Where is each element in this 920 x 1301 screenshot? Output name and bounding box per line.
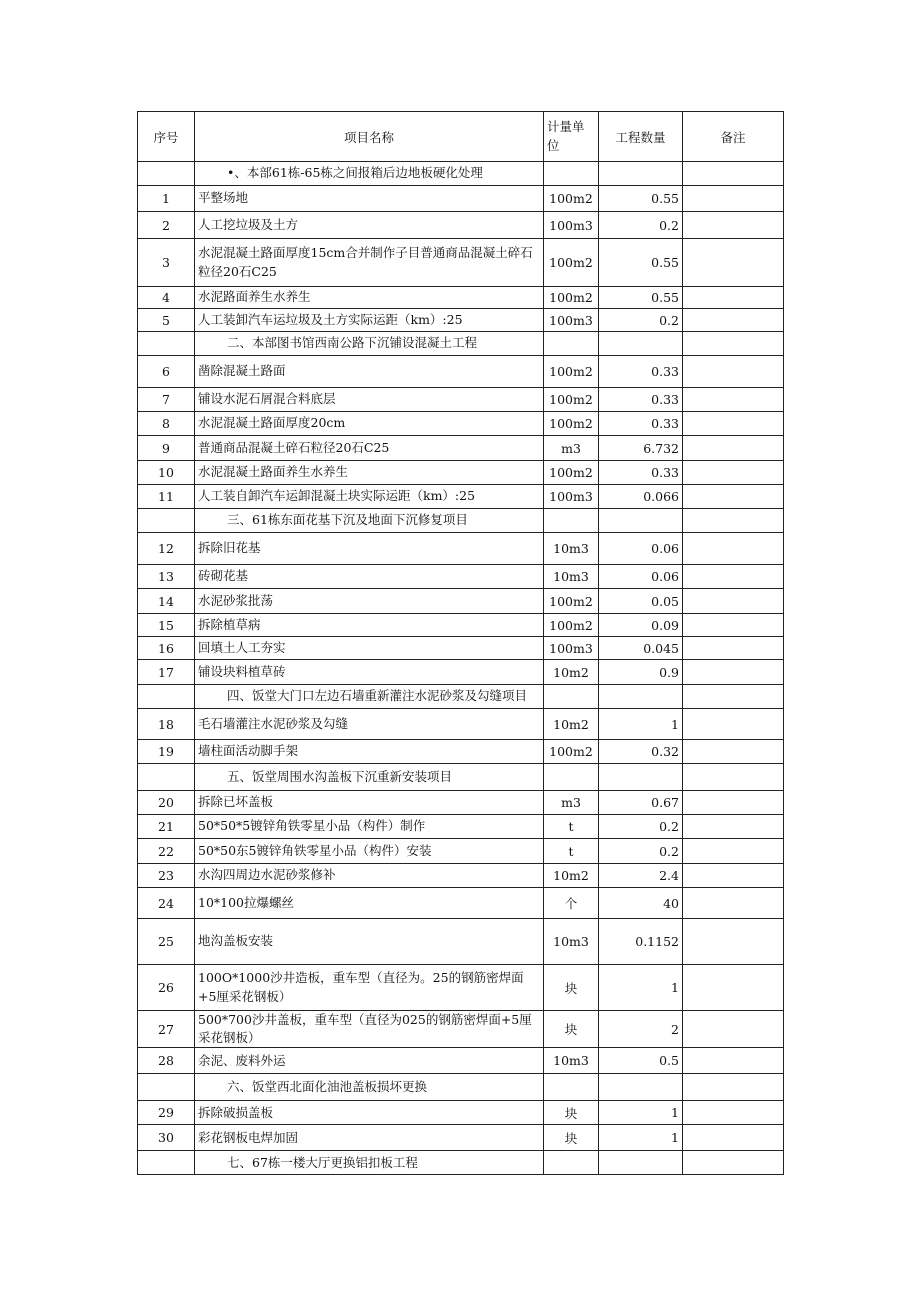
header-qty: 工程数量 <box>599 112 683 162</box>
row-item-name: 地沟盖板安装 <box>195 919 544 965</box>
row-remark <box>683 685 784 709</box>
row-quantity: 0.06 <box>599 565 683 589</box>
row-item-name: 100O*1000沙井造板，重车型（直径为。25的钢筋密焊面+5厘采花钢板） <box>195 965 544 1011</box>
row-item-name: 平整场地 <box>195 186 544 212</box>
row-quantity <box>599 332 683 356</box>
table-row <box>138 965 784 1011</box>
table-row <box>138 1125 784 1151</box>
row-number: 24 <box>138 888 195 919</box>
row-number <box>138 162 195 186</box>
row-remark <box>683 660 784 685</box>
header-name: 项目名称 <box>195 112 544 162</box>
table-body <box>138 162 784 1175</box>
section-row <box>138 162 784 186</box>
table-row <box>138 1101 784 1125</box>
row-number: 21 <box>138 815 195 839</box>
table-row <box>138 740 784 764</box>
row-remark <box>683 186 784 212</box>
row-item-name: 砖砌花基 <box>195 565 544 589</box>
row-item-name: 水泥砂浆批荡 <box>195 589 544 614</box>
row-item-name: 拆除破损盖板 <box>195 1101 544 1125</box>
row-quantity: 0.066 <box>599 485 683 509</box>
section-row <box>138 509 784 533</box>
row-number: 1 <box>138 186 195 212</box>
row-quantity: 0.55 <box>599 287 683 309</box>
row-number: 23 <box>138 864 195 888</box>
row-item-name: 五、饭堂周围水沟盖板下沉重新安装项目 <box>195 764 544 791</box>
row-unit: 100m3 <box>544 309 599 332</box>
table-row <box>138 356 784 388</box>
row-unit: 块 <box>544 1125 599 1151</box>
row-number: 2 <box>138 212 195 239</box>
table-row <box>138 839 784 864</box>
row-quantity <box>599 764 683 791</box>
row-remark <box>683 287 784 309</box>
row-remark <box>683 589 784 614</box>
row-number: 22 <box>138 839 195 864</box>
row-unit: t <box>544 815 599 839</box>
table-row <box>138 589 784 614</box>
row-item-name: •、本部61栋-65栋之间报箱后边地板硬化处理 <box>195 162 544 186</box>
table-row <box>138 637 784 660</box>
row-remark <box>683 239 784 287</box>
row-remark <box>683 436 784 461</box>
row-quantity: 0.05 <box>599 589 683 614</box>
row-quantity: 6.732 <box>599 436 683 461</box>
header-row <box>138 112 784 162</box>
row-unit: 个 <box>544 888 599 919</box>
table-row <box>138 287 784 309</box>
row-number: 26 <box>138 965 195 1011</box>
row-unit: 10m2 <box>544 864 599 888</box>
row-remark <box>683 1151 784 1175</box>
row-quantity: 40 <box>599 888 683 919</box>
row-remark <box>683 1101 784 1125</box>
row-number: 7 <box>138 388 195 412</box>
table-row <box>138 888 784 919</box>
row-unit: m3 <box>544 791 599 815</box>
row-number: 10 <box>138 461 195 485</box>
row-remark <box>683 864 784 888</box>
row-item-name: 50*50*5镀锌角铁零星小品（构件）制作 <box>195 815 544 839</box>
row-item-name: 拆除旧花基 <box>195 533 544 565</box>
row-number: 11 <box>138 485 195 509</box>
section-row <box>138 1151 784 1175</box>
row-quantity <box>599 1074 683 1101</box>
row-remark <box>683 791 784 815</box>
row-unit <box>544 509 599 533</box>
row-number <box>138 685 195 709</box>
table-row <box>138 186 784 212</box>
row-number: 12 <box>138 533 195 565</box>
row-quantity: 0.09 <box>599 614 683 637</box>
header-no: 序号 <box>138 112 195 162</box>
table-row <box>138 212 784 239</box>
row-quantity: 0.1152 <box>599 919 683 965</box>
row-quantity: 1 <box>599 1101 683 1125</box>
row-unit: 10m2 <box>544 709 599 740</box>
row-item-name: 六、饭堂西北面化油池盖板损坏更换 <box>195 1074 544 1101</box>
row-item-name: 拆除已坏盖板 <box>195 791 544 815</box>
table-row <box>138 412 784 436</box>
row-item-name: 人工装卸汽车运垃圾及土方实际运距（km）:25 <box>195 309 544 332</box>
row-remark <box>683 1125 784 1151</box>
table-row <box>138 919 784 965</box>
row-remark <box>683 332 784 356</box>
row-unit <box>544 685 599 709</box>
row-unit: 10m3 <box>544 1048 599 1074</box>
row-quantity: 0.55 <box>599 186 683 212</box>
table-row <box>138 565 784 589</box>
row-item-name: 人工装自卸汽车运卸混凝土块实际运距（km）:25 <box>195 485 544 509</box>
row-quantity: 0.55 <box>599 239 683 287</box>
row-unit: 100m2 <box>544 186 599 212</box>
row-unit: 100m2 <box>544 239 599 287</box>
row-number: 18 <box>138 709 195 740</box>
row-quantity <box>599 1151 683 1175</box>
row-remark <box>683 1048 784 1074</box>
row-unit: 100m3 <box>544 637 599 660</box>
table-row <box>138 1048 784 1074</box>
row-unit: 100m2 <box>544 356 599 388</box>
row-unit <box>544 1151 599 1175</box>
row-remark <box>683 533 784 565</box>
row-number: 13 <box>138 565 195 589</box>
row-quantity: 0.33 <box>599 412 683 436</box>
row-number: 5 <box>138 309 195 332</box>
table-row <box>138 485 784 509</box>
section-row <box>138 685 784 709</box>
row-unit: 10m3 <box>544 919 599 965</box>
table-row <box>138 791 784 815</box>
row-remark <box>683 1011 784 1048</box>
row-remark <box>683 709 784 740</box>
row-unit <box>544 162 599 186</box>
row-item-name: 水泥路面养生水养生 <box>195 287 544 309</box>
row-number <box>138 509 195 533</box>
row-number: 29 <box>138 1101 195 1125</box>
row-unit: 块 <box>544 1011 599 1048</box>
row-item-name: 铺设块料植草砖 <box>195 660 544 685</box>
row-item-name: 拆除植草病 <box>195 614 544 637</box>
row-unit: 块 <box>544 1101 599 1125</box>
row-quantity: 2 <box>599 1011 683 1048</box>
table-row <box>138 309 784 332</box>
row-remark <box>683 888 784 919</box>
row-remark <box>683 1074 784 1101</box>
row-remark <box>683 509 784 533</box>
row-unit: 100m2 <box>544 740 599 764</box>
row-quantity: 2.4 <box>599 864 683 888</box>
table-row <box>138 239 784 287</box>
row-item-name: 普通商品混凝土碎石粒径20石C25 <box>195 436 544 461</box>
row-unit: 100m2 <box>544 287 599 309</box>
row-number: 3 <box>138 239 195 287</box>
row-number: 6 <box>138 356 195 388</box>
row-item-name: 四、饭堂大门口左边石墙重新灌注水泥砂浆及勾缝项目 <box>195 685 544 709</box>
section-row <box>138 764 784 791</box>
row-number: 30 <box>138 1125 195 1151</box>
row-quantity: 0.2 <box>599 309 683 332</box>
row-unit: 100m2 <box>544 614 599 637</box>
row-unit: m3 <box>544 436 599 461</box>
row-number: 15 <box>138 614 195 637</box>
row-item-name: 水沟四周边水泥砂浆修补 <box>195 864 544 888</box>
table-row <box>138 614 784 637</box>
row-item-name: 墙柱面活动脚手架 <box>195 740 544 764</box>
table-row <box>138 864 784 888</box>
row-item-name: 余泥、废料外运 <box>195 1048 544 1074</box>
row-number: 4 <box>138 287 195 309</box>
row-quantity: 0.2 <box>599 839 683 864</box>
row-remark <box>683 356 784 388</box>
row-remark <box>683 839 784 864</box>
row-unit: 块 <box>544 965 599 1011</box>
row-remark <box>683 637 784 660</box>
row-unit: 10m3 <box>544 565 599 589</box>
row-number <box>138 332 195 356</box>
row-remark <box>683 212 784 239</box>
row-remark <box>683 740 784 764</box>
row-quantity: 0.06 <box>599 533 683 565</box>
table-row <box>138 815 784 839</box>
row-quantity: 0.67 <box>599 791 683 815</box>
row-item-name: 二、本部图书馆西南公路下沉铺设混凝土工程 <box>195 332 544 356</box>
row-number: 16 <box>138 637 195 660</box>
row-item-name: 水泥混凝土路面养生水养生 <box>195 461 544 485</box>
section-row <box>138 1074 784 1101</box>
row-unit <box>544 764 599 791</box>
table-row <box>138 461 784 485</box>
row-remark <box>683 461 784 485</box>
row-quantity: 1 <box>599 709 683 740</box>
row-quantity: 1 <box>599 1125 683 1151</box>
row-quantity: 0.2 <box>599 815 683 839</box>
row-remark <box>683 815 784 839</box>
row-number: 19 <box>138 740 195 764</box>
row-number <box>138 1151 195 1175</box>
bill-of-quantities-table <box>137 111 784 1175</box>
row-remark <box>683 485 784 509</box>
header-unit: 计量单位 <box>544 112 599 162</box>
row-remark <box>683 565 784 589</box>
row-quantity: 0.045 <box>599 637 683 660</box>
row-unit: t <box>544 839 599 864</box>
row-quantity: 0.32 <box>599 740 683 764</box>
row-quantity: 0.33 <box>599 461 683 485</box>
row-number: 20 <box>138 791 195 815</box>
row-remark <box>683 764 784 791</box>
table-row <box>138 709 784 740</box>
row-number <box>138 1074 195 1101</box>
row-quantity: 0.2 <box>599 212 683 239</box>
row-remark <box>683 614 784 637</box>
row-remark <box>683 965 784 1011</box>
row-item-name: 毛石墙灌注水泥砂浆及勾缝 <box>195 709 544 740</box>
row-unit: 100m3 <box>544 212 599 239</box>
row-unit: 10m3 <box>544 533 599 565</box>
row-unit: 10m2 <box>544 660 599 685</box>
row-unit: 100m2 <box>544 589 599 614</box>
row-item-name: 人工挖垃圾及土方 <box>195 212 544 239</box>
row-item-name: 50*50东5镀锌角铁零星小品（构件）安装 <box>195 839 544 864</box>
row-item-name: 回填土人工夯实 <box>195 637 544 660</box>
row-unit <box>544 332 599 356</box>
row-number: 17 <box>138 660 195 685</box>
row-item-name: 水泥混凝土路面厚度20cm <box>195 412 544 436</box>
row-remark <box>683 162 784 186</box>
table-row <box>138 436 784 461</box>
table-row <box>138 533 784 565</box>
row-number: 9 <box>138 436 195 461</box>
row-quantity <box>599 509 683 533</box>
section-row <box>138 332 784 356</box>
row-unit: 100m3 <box>544 485 599 509</box>
row-item-name: 铺设水泥石屑混合料底层 <box>195 388 544 412</box>
row-number: 8 <box>138 412 195 436</box>
row-remark <box>683 388 784 412</box>
row-number: 28 <box>138 1048 195 1074</box>
row-remark <box>683 919 784 965</box>
row-item-name: 水泥混凝土路面厚度15cm合并制作子目普通商品混凝土碎石粒径20石C25 <box>195 239 544 287</box>
row-number <box>138 764 195 791</box>
row-item-name: 凿除混凝土路面 <box>195 356 544 388</box>
row-unit: 100m2 <box>544 388 599 412</box>
row-remark <box>683 309 784 332</box>
table-row <box>138 660 784 685</box>
row-quantity: 0.33 <box>599 388 683 412</box>
row-quantity: 0.33 <box>599 356 683 388</box>
row-quantity <box>599 685 683 709</box>
row-number: 14 <box>138 589 195 614</box>
row-quantity: 0.9 <box>599 660 683 685</box>
row-unit: 100m2 <box>544 412 599 436</box>
row-quantity <box>599 162 683 186</box>
row-item-name: 10*100拉爆螺丝 <box>195 888 544 919</box>
row-unit <box>544 1074 599 1101</box>
row-remark <box>683 412 784 436</box>
row-item-name: 500*700沙井盖板，重车型（直径为025的钢筋密焊面+5厘采花钢板） <box>195 1011 544 1048</box>
row-number: 25 <box>138 919 195 965</box>
row-quantity: 0.5 <box>599 1048 683 1074</box>
row-number: 27 <box>138 1011 195 1048</box>
row-item-name: 七、67栋一楼大厅更换铝扣板工程 <box>195 1151 544 1175</box>
row-quantity: 1 <box>599 965 683 1011</box>
header-remark: 备注 <box>683 112 784 162</box>
row-item-name: 三、61栋东面花基下沉及地面下沉修复项目 <box>195 509 544 533</box>
table-row <box>138 1011 784 1048</box>
row-item-name: 彩花钢板电焊加固 <box>195 1125 544 1151</box>
row-unit: 100m2 <box>544 461 599 485</box>
table-row <box>138 388 784 412</box>
